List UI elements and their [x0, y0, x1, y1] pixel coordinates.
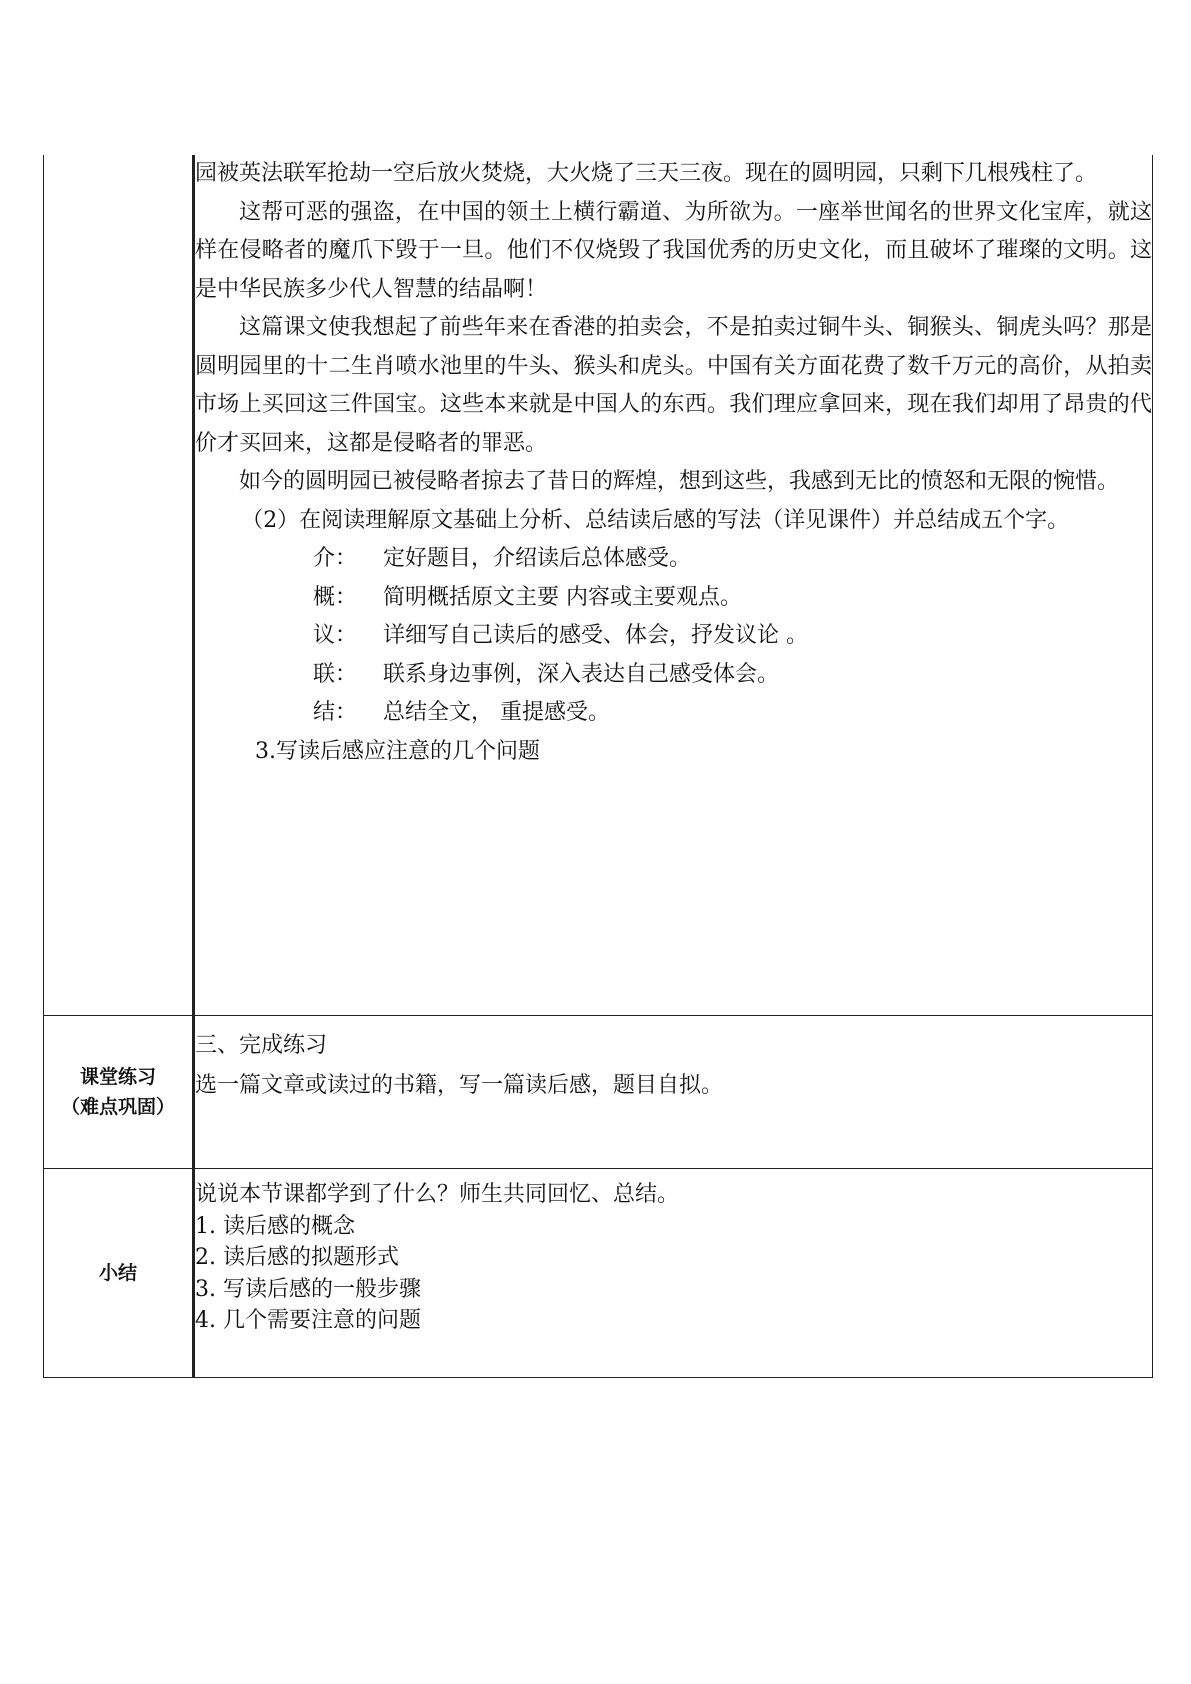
step-line	[195, 540, 1152, 579]
step-text: 总结全文， 重提感受。	[383, 700, 610, 725]
list-item: 4. 几个需要注意的问题	[195, 1308, 421, 1333]
paragraph: 这篇课文使我想起了前些年来在香港的拍卖会，不是拍卖过铜牛头、铜猴头、铜虎头吗？那是圆明园里的十二生肖喷水池里的牛头、猴头和虎头。中国有关方面花费了数千万元的高价，从拍卖市场上买回这三件国宝。这些本来就是中国人的东西。我们理应拿回来，现在我们却用了昂贵的代价才买回来，这都是侵略者的罪恶。	[195, 315, 1152, 456]
practice-text: 选一篇文章或读过的书籍，写一篇读后感，题目自拟。	[195, 1073, 724, 1098]
step-text: 简明概括原文主要 内容或主要观点。	[383, 584, 742, 610]
summary-intro: 说说本节课都学到了什么？师生共同回忆、总结。	[195, 1182, 680, 1207]
paragraph: 如今的圆明园已被侵略者掠去了昔日的辉煌，想到这些，我感到无比的愤怒和无限的惋惜。	[239, 469, 1120, 494]
step-key: 介：	[313, 546, 358, 571]
label-cell-practice	[44, 1016, 194, 1169]
note-line: 3.写读后感应注意的几个问题	[255, 738, 540, 764]
step-line	[195, 656, 1152, 695]
content-cell-summary	[194, 1169, 1153, 1378]
step-text: 定好题目，介绍读后总体感受。	[383, 546, 692, 571]
label-cell-empty	[44, 155, 194, 1016]
step-key: 结：	[313, 700, 358, 725]
label-line: 小结	[98, 1262, 137, 1284]
list-item: 1. 读后感的概念	[195, 1213, 355, 1239]
section-heading: 三、完成练习	[195, 1033, 328, 1058]
sub-item: （2）在阅读理解原文基础上分析、总结读后感的写法（详见课件）并总结成五个字。	[241, 507, 1070, 533]
step-text: 详细写自己读后的感受、体会，抒发议论 。	[383, 623, 808, 648]
label-cell-summary	[44, 1169, 194, 1378]
label-line: （难点巩固）	[60, 1096, 175, 1118]
paragraph: 这帮可恶的强盗，在中国的领土上横行霸道、为所欲为。一座举世闻名的世界文化宝库，就这样在侵略者的魔爪下毁于一旦。他们不仅烧毁了我国优秀的历史文化，而且破坏了璀璨的文明。这是中华民族多少代人智慧的结晶啊！	[195, 199, 1152, 302]
paragraph: 园被英法联军抢劫一空后放火焚烧，大火烧了三天三夜。现在的圆明园，只剩下几根残柱了。	[195, 161, 1098, 186]
label-line: 课堂练习	[79, 1066, 156, 1088]
step-line	[195, 579, 1152, 618]
list-item: 3. 写读后感的一般步骤	[195, 1276, 421, 1302]
content-cell-practice	[194, 1016, 1153, 1169]
list-item: 2. 读后感的拟题形式	[195, 1245, 399, 1270]
step-text: 联系身边事例，深入表达自己感受体会。	[383, 661, 780, 687]
table-row	[44, 1169, 1153, 1378]
step-line	[195, 617, 1152, 656]
step-key: 概：	[313, 584, 358, 610]
step-key: 议：	[313, 623, 358, 648]
table-row	[44, 155, 1153, 1016]
table-row	[44, 1016, 1153, 1169]
step-key: 联：	[313, 661, 358, 687]
step-line	[195, 694, 1152, 733]
content-cell-reading	[194, 155, 1153, 1016]
lesson-table	[43, 155, 1153, 1378]
